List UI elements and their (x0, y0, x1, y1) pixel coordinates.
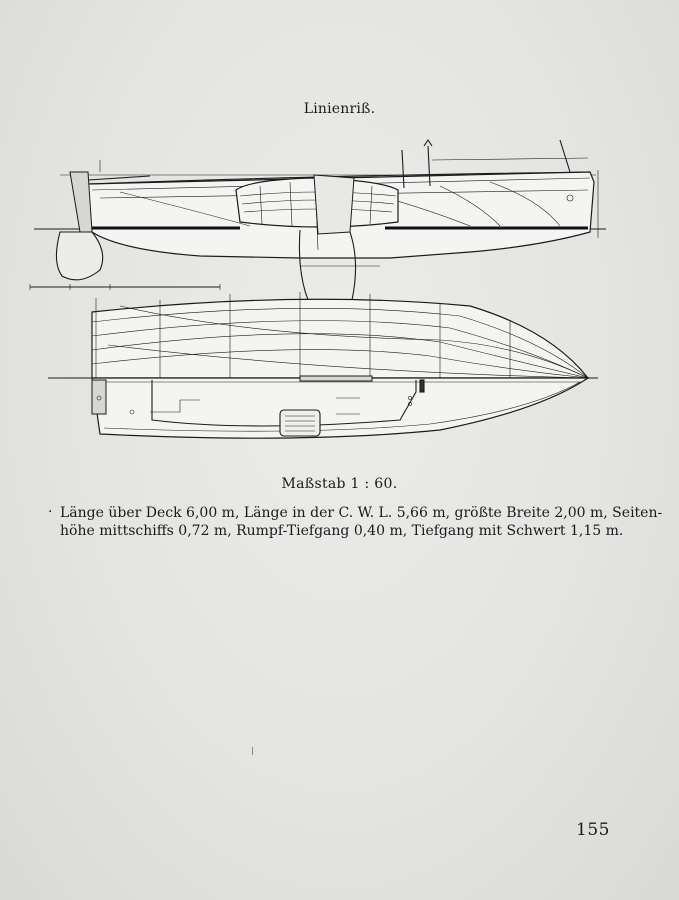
description-line-2: höhe mittschiffs 0,72 m, Rumpf-Tiefgang 0,40 m, Tiefgang mit Schwert 1,15 m. (60, 523, 624, 539)
page-title: Linienriß. (303, 101, 376, 117)
deck-outline (92, 378, 588, 438)
description-line-1: Länge über Deck 6,00 m, Länge in der C. W. L. 5,66 m, größte Breite 2,00 m, Seiten- (60, 505, 663, 521)
stem-fitting (560, 140, 570, 172)
mast-partner (420, 380, 424, 392)
centreboard-case (314, 175, 354, 234)
dimensions-description (60, 504, 663, 540)
centreboard-slot (300, 376, 372, 381)
hatch (280, 410, 320, 436)
stray-mark (252, 747, 253, 755)
bullet-mark: · (48, 504, 53, 520)
half-breadth-view (92, 292, 588, 378)
half-breadth-outline (92, 299, 588, 378)
transom (70, 172, 92, 232)
deck-plan (92, 376, 588, 438)
tiller (88, 176, 150, 180)
profile-view (30, 140, 606, 324)
rudder (56, 232, 102, 280)
flag-mark (424, 140, 432, 146)
scale-caption: Maßstab 1 : 60. (281, 476, 398, 492)
dimension-line-top (432, 158, 588, 160)
transom-block (92, 380, 106, 414)
page-number: 155 (576, 820, 610, 840)
